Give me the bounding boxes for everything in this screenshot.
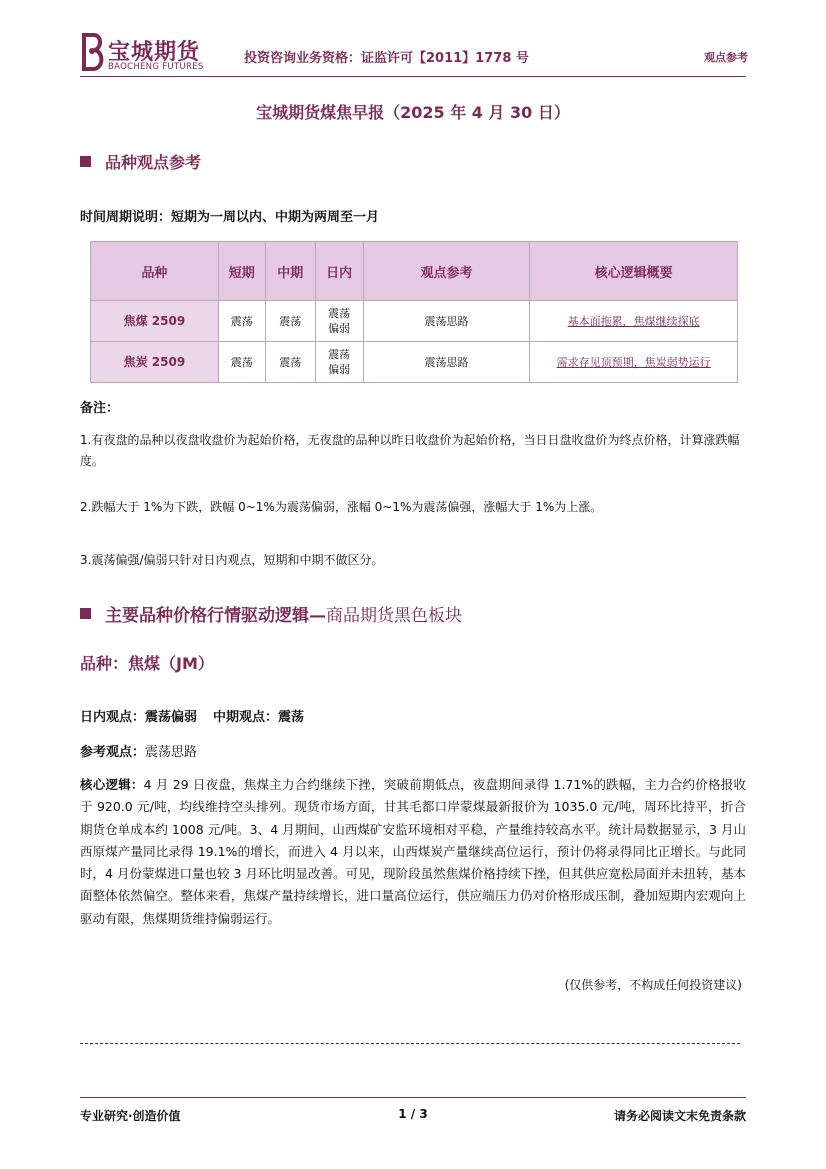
view-cell: 震荡思路 <box>363 342 530 383</box>
disclaimer-text: (仅供参考，不构成任何投资建议) <box>564 978 742 992</box>
table-row <box>91 342 738 383</box>
intraday-line-2: 偏弱 <box>328 363 351 376</box>
reference-view-value: 震荡思路 <box>145 745 198 760</box>
section-heading-text: 品种观点参考 <box>105 153 202 172</box>
core-logic-text: 4 月 29 日夜盘，焦煤主力合约继续下挫，突破前期低点，夜盘期间录得 1.71%的跌幅，主力合约价格报收于 920.0 元/吨，均线维持空头排列。现货市场方面，甘其毛都口岸蒙煤最新报价为 1035.0 元/吨，周环比持平，折合期货仓单成本约 1008 元/吨。3、4 月期间，山西煤矿安监环境相对平稳，产量维持较高水平。统计局数据显示，3 月山西原煤产量同比录得 19.1%的增长，而进入 4 月以来，山西煤炭产量继续高位运行，预计仍将录得同比正增长。与此同时，4 月份蒙煤进口量也较 3 月环比明显改善。可见，现阶段虽然焦煤价格持续下挫，但其供应宽松局面并未扭转，基本面整体依然偏空。整体来看，焦煤产量持续增长，进口量高位运行，供应端压力仍对价格形成压制，叠加短期内宏观向上驱动有限，焦煤期货维持偏弱运行。 <box>80 777 746 926</box>
core-logic-label: 核心逻辑： <box>80 777 144 792</box>
short-term-cell: 震荡 <box>218 301 265 342</box>
logo-english-name: BAOCHENG FUTURES <box>108 62 204 72</box>
table-header-row <box>91 242 738 301</box>
header-divider <box>80 76 746 77</box>
mid-term-cell: 震荡 <box>265 301 315 342</box>
header-right-label: 观点参考 <box>704 51 748 64</box>
section-heading-drivers <box>80 601 462 626</box>
note-item: 1.有夜盘的品种以夜盘收盘价为起始价格，无夜盘的品种以昨日收盘价为起始价格，当日日盘收盘价为终点价格，计算涨跌幅度。 <box>80 433 740 468</box>
views-table <box>90 241 738 383</box>
section-heading-subtext: 商品期货黑色板块 <box>326 606 462 626</box>
footer-slogan: 专业研究·创造价值 <box>80 1109 181 1123</box>
section-heading-views <box>80 150 201 173</box>
baocheng-logo-icon <box>80 33 106 71</box>
logo-chinese-name: 宝城期货 <box>108 39 201 65</box>
column-header: 核心逻辑概要 <box>530 242 738 301</box>
column-header: 观点参考 <box>363 242 530 301</box>
column-header: 短期 <box>218 242 265 301</box>
note-item: 2.跌幅大于 1%为下跌，跌幅 0~1%为震荡偏弱，涨幅 0~1%为震荡偏强，涨幅大于 1%为上涨。 <box>80 500 603 514</box>
intraday-view-label: 日内观点： <box>80 710 146 725</box>
column-header: 品种 <box>91 242 219 301</box>
page-number: 1 / 3 <box>398 1107 428 1121</box>
intraday-line-2: 偏弱 <box>328 322 351 335</box>
qualification-text: 投资咨询业务资格：证监许可【2011】1778 号 <box>244 51 529 66</box>
report-title: 宝城期货煤焦早报（2025 年 4 月 30 日） <box>256 103 570 122</box>
footer-disclaimer-note: 请务必阅读文末免责条款 <box>613 1109 746 1123</box>
column-header: 中期 <box>265 242 315 301</box>
notes-heading: 备注： <box>80 401 120 416</box>
core-logic-paragraph <box>80 774 746 930</box>
table-row <box>91 301 738 342</box>
logic-link[interactable]: 基本面拖累，焦煤继续探底 <box>530 301 738 342</box>
intraday-line-1: 震荡 <box>328 307 351 320</box>
footer-divider <box>80 1097 746 1098</box>
intraday-cell <box>315 301 363 342</box>
intraday-view-value: 震荡偏弱 <box>145 710 198 725</box>
intraday-line-1: 震荡 <box>328 348 351 361</box>
variety-cell: 焦煤 2509 <box>91 301 219 342</box>
variety-heading: 品种：焦煤（JM） <box>80 654 214 673</box>
logic-link[interactable]: 需求存见顶预期，焦炭弱势运行 <box>530 342 738 383</box>
intraday-view-line <box>80 706 304 725</box>
mid-term-cell: 震荡 <box>265 342 315 383</box>
section-bullet-icon <box>80 156 91 167</box>
short-term-cell: 震荡 <box>218 342 265 383</box>
reference-view-line <box>80 741 197 760</box>
note-item: 3.震荡偏强/偏弱只针对日内观点，短期和中期不做区分。 <box>80 553 384 567</box>
mid-view-label: 中期观点： <box>213 710 279 725</box>
column-header: 日内 <box>315 242 363 301</box>
dashed-divider <box>80 1043 740 1044</box>
period-note: 时间周期说明：短期为一周以内、中期为两周至一月 <box>80 210 380 225</box>
section-heading-text: 主要品种价格行情驱动逻辑— <box>105 606 326 626</box>
intraday-cell <box>315 342 363 383</box>
section-bullet-icon <box>80 608 91 619</box>
mid-view-value: 震荡 <box>278 710 305 725</box>
view-cell: 震荡思路 <box>363 301 530 342</box>
variety-cell: 焦炭 2509 <box>91 342 219 383</box>
reference-view-label: 参考观点： <box>80 745 146 760</box>
